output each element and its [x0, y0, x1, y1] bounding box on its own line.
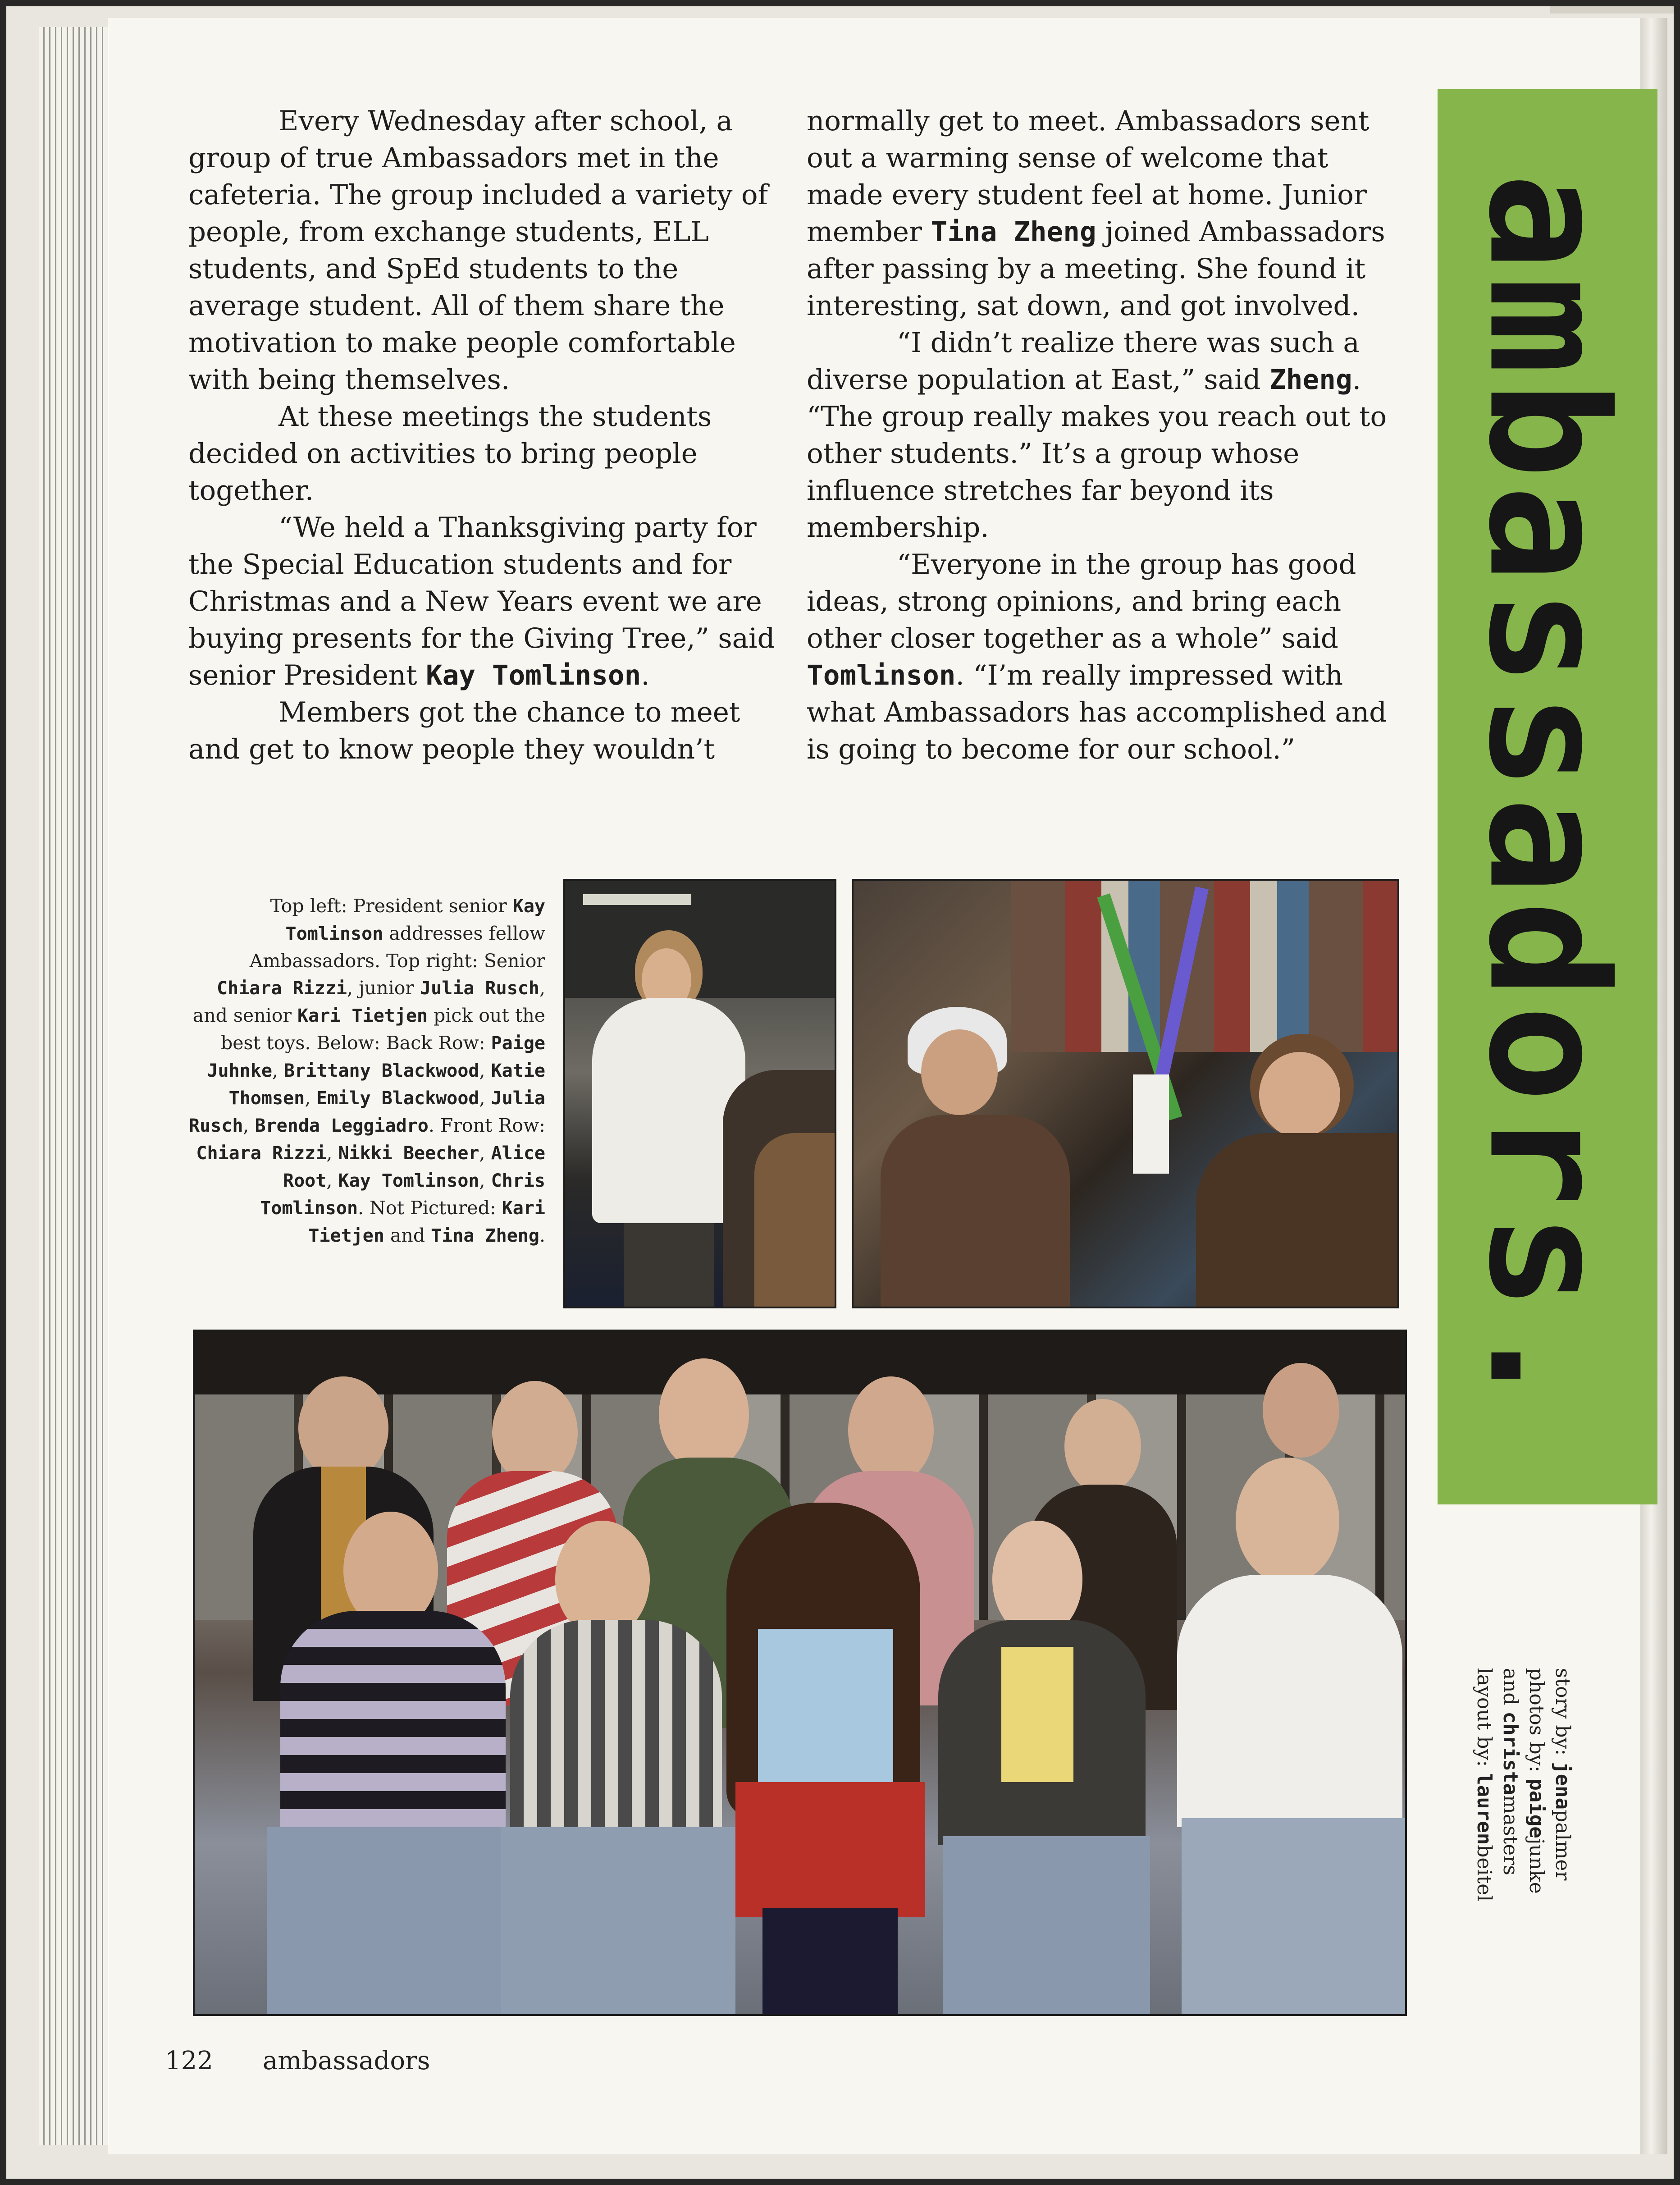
page-footer [165, 2046, 480, 2075]
credit-photos: photos by: paigejunke [1525, 1668, 1548, 1894]
paragraph: “Everyone in the group has good ideas, strong opinions, and bring each other closer together as a whole” said Tomlinson. “I’m really impressed with what Ambassadors has accomplished and is going to become for our school.” [807, 549, 1387, 765]
paragraph: normally get to meet. Ambassadors sent out a warming sense of welcome that made every student feel at home. Junior member Tina Zheng joined Ambassadors after passing by a meeting. She found it interesting, sat down, and got involved. [807, 105, 1385, 322]
credit-photos-2: and christamasters [1499, 1668, 1522, 1875]
paragraph: At these meetings the students decided on activities to bring people together. [188, 401, 712, 507]
photo-group [193, 1330, 1407, 2016]
section-title-bar [1438, 89, 1657, 1504]
credit-layout: layout by: laurenbeitel [1473, 1668, 1496, 1902]
book-page-edges [39, 27, 111, 2145]
paragraph: Every Wednesday after school, a group of true Ambassadors met in the cafeteria. The group included a variety of people, from exchange students, ELL students, and SpEd students to the average student. All of them share the motivation to make people comfortable with being themselves. [188, 105, 768, 396]
footer-section: ambassadors [262, 2046, 430, 2075]
article-column-right [807, 103, 1408, 768]
photo-president-addressing [563, 879, 836, 1308]
page-number: 122 [165, 2046, 213, 2075]
photo-caption: Top left: President senior Kay Tomlinson addresses fellow Ambassadors. Top right: Senior Chiara Rizzi, junior Julia Rusch, and senior Kari Tietjen pick out the best toys. Below: Back Row: Paige Juhnke, Brittany Blackwood, Katie Thomsen, Emily Blackwood, Julia Rusch, Brenda Leggiadro. Front Row: Chiara Rizzi, Nikki Beecher, Alice Root, Kay Tomlinson, Chris Tomlinson. Not Pictured: Kari Tietjen and Tina Zheng. [189, 895, 545, 1246]
paragraph: “I didn’t realize there was such a diverse population at East,” said Zheng. “The group really makes you reach out to other students.” It’s a group whose influence stretches far beyond its membership. [807, 327, 1387, 544]
photo-credits [1471, 1668, 1575, 1902]
photo-picking-toys [852, 879, 1399, 1308]
scan-tape [1550, 0, 1680, 14]
paragraph: “We held a Thanksgiving party for the Special Education students and for Christmas and a New Years event we are buying presents for the Giving Tree,” said senior President Kay Tomlinson. [188, 512, 775, 691]
section-title: ambassadors. [1453, 173, 1642, 1421]
article-column-left [188, 103, 790, 768]
paragraph: Members got the chance to meet and get to know people they wouldn’t [188, 696, 740, 765]
credit-story: story by: jenapalmer [1551, 1668, 1574, 1881]
